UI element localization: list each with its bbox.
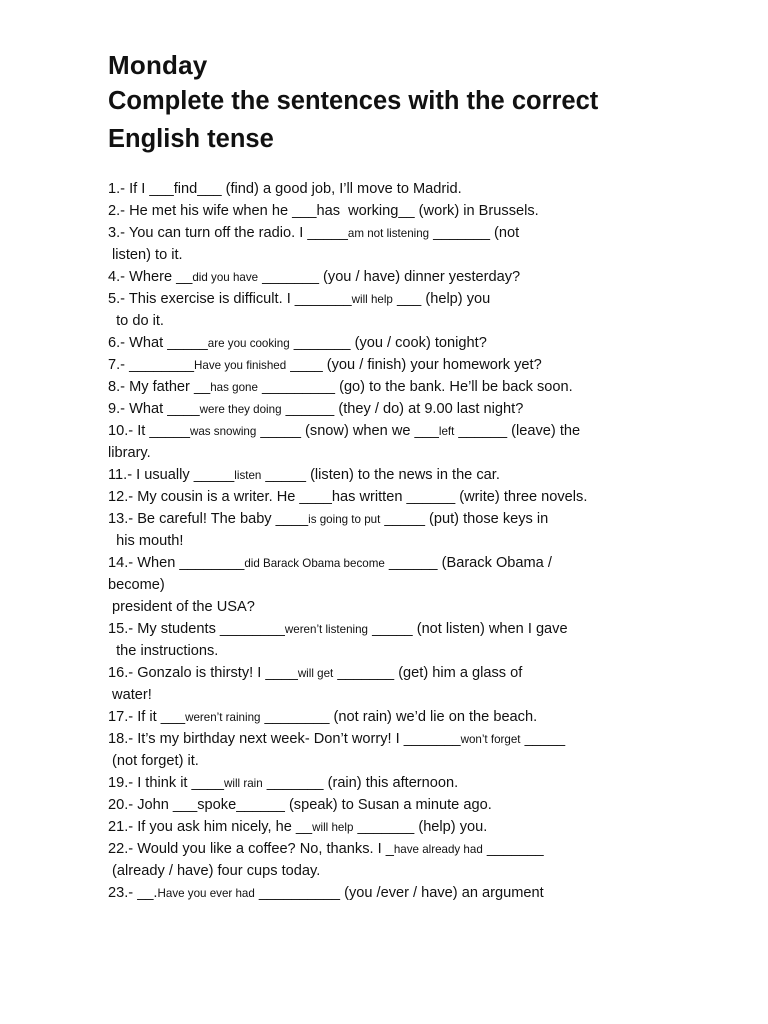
- answer-text: were they doing: [199, 403, 282, 416]
- instructions: [108, 82, 748, 158]
- exercise-line: [108, 442, 748, 464]
- sentence-text: ____ (you / finish) your homework yet?: [286, 357, 542, 373]
- sentence-text: _______ (you / have) dinner yesterday?: [258, 269, 521, 285]
- exercise-line: [108, 222, 748, 244]
- sentence-text: 4.- Where __: [108, 269, 193, 285]
- exercise-line: [108, 200, 748, 222]
- exercise-line: [108, 464, 748, 486]
- exercise-line: [108, 794, 748, 816]
- exercise-line: [108, 486, 748, 508]
- answer-text: will help: [351, 293, 393, 306]
- exercise-line: [108, 662, 748, 684]
- sentence-text: 13.- Be careful! The baby ____: [108, 511, 309, 527]
- sentence-text: (already / have) four cups today.: [108, 863, 321, 879]
- instructions-line-2: English tense: [108, 125, 274, 153]
- answer-text: have already had: [393, 843, 483, 856]
- sentence-text: 12.- My cousin is a writer. He ____has written ______ (write) three novels.: [108, 489, 588, 505]
- sentence-text: _____ (listen) to the news in the car.: [261, 467, 500, 483]
- answer-text: are you cooking: [207, 337, 290, 350]
- answer-text: will rain: [224, 777, 263, 790]
- exercise-list: [108, 178, 748, 904]
- sentence-text: 17.- If it ___: [108, 709, 186, 725]
- answer-text: did you have: [192, 271, 259, 284]
- exercise-line: [108, 706, 748, 728]
- exercise-line: [108, 640, 748, 662]
- answer-text: has gone: [210, 381, 258, 394]
- answer-text: will get: [297, 667, 334, 680]
- sentence-text: _________ (go) to the bank. He’ll be back soon.: [257, 379, 573, 395]
- sentence-text: _______ (get) him a glass of: [333, 665, 523, 681]
- answer-text: will help: [312, 821, 354, 834]
- sentence-text: _______: [482, 841, 544, 857]
- sentence-text: 5.- This exercise is difficult. I _______: [108, 291, 352, 307]
- answer-text: left: [438, 425, 455, 438]
- exercise-line: [108, 376, 748, 398]
- sentence-text: 19.- I think it ____: [108, 775, 225, 791]
- exercise-line: [108, 288, 748, 310]
- exercise-line: [108, 882, 748, 904]
- sentence-text: president of the USA?: [108, 599, 255, 615]
- sentence-text: 9.- What ____: [108, 401, 200, 417]
- answer-text: am not listening: [347, 227, 430, 240]
- sentence-text: 10.- It _____: [108, 423, 190, 439]
- sentence-text: his mouth!: [108, 533, 184, 549]
- sentence-text: ___ (help) you: [392, 291, 491, 307]
- sentence-text: 6.- What _____: [108, 335, 208, 351]
- exercise-line: [108, 860, 748, 882]
- exercise-line: [108, 552, 748, 574]
- sentence-text: 16.- Gonzalo is thirsty! I ____: [108, 665, 298, 681]
- exercise-line: [108, 816, 748, 838]
- answer-text: did Barack Obama become: [244, 557, 385, 570]
- exercise-line: [108, 332, 748, 354]
- sentence-text: 3.- You can turn off the radio. I _____: [108, 225, 348, 241]
- exercise-line: [108, 420, 748, 442]
- sentence-text: to do it.: [108, 313, 164, 329]
- sentence-text: _______ (not: [429, 225, 520, 241]
- sentence-text: _____ (put) those keys in: [380, 511, 549, 527]
- sentence-text: 18.- It’s my birthday next week- Don’t worry! I _______: [108, 731, 461, 747]
- sentence-text: 22.- Would you like a coffee? No, thanks. I _: [108, 841, 394, 857]
- sentence-text: become): [108, 577, 165, 593]
- exercise-line: [108, 684, 748, 706]
- sentence-text: listen) to it.: [108, 247, 183, 263]
- sentence-text: 20.- John ___spoke______ (speak) to Susan a minute ago.: [108, 797, 492, 813]
- exercise-line: [108, 750, 748, 772]
- sentence-text: the instructions.: [108, 643, 219, 659]
- exercise-line: [108, 266, 748, 288]
- sentence-text: 21.- If you ask him nicely, he __: [108, 819, 313, 835]
- sentence-text: 15.- My students ________: [108, 621, 285, 637]
- answer-text: listen: [234, 469, 262, 482]
- sentence-text: water!: [108, 687, 152, 703]
- sentence-text: 14.- When ________: [108, 555, 245, 571]
- answer-text: won’t forget: [460, 733, 521, 746]
- exercise-line: [108, 772, 748, 794]
- sentence-text: ______ (Barack Obama /: [384, 555, 552, 571]
- sentence-text: _______ (rain) this afternoon.: [262, 775, 459, 791]
- sentence-text: library.: [108, 445, 151, 461]
- exercise-line: [108, 618, 748, 640]
- exercise-line: [108, 178, 748, 200]
- exercise-line: [108, 354, 748, 376]
- answer-text: was snowing: [189, 425, 257, 438]
- exercise-line: [108, 398, 748, 420]
- answer-text: is going to put: [308, 513, 381, 526]
- sentence-text: __________ (you /ever / have) an argument: [254, 885, 544, 901]
- sentence-text: 23.- __.: [108, 885, 158, 901]
- sentence-text: 1.- If I ___find___ (find) a good job, I’ll move to Madrid.: [108, 181, 462, 197]
- sentence-text: 11.- I usually _____: [108, 467, 235, 483]
- exercise-line: [108, 508, 748, 530]
- sentence-text: _____: [520, 731, 566, 747]
- sentence-text: ________ (not rain) we’d lie on the beach.: [260, 709, 538, 725]
- answer-text: Have you ever had: [157, 887, 255, 900]
- sentence-text: 8.- My father __: [108, 379, 211, 395]
- answer-text: weren’t raining: [185, 711, 261, 724]
- sentence-text: _____ (snow) when we ___: [256, 423, 439, 439]
- page-title: Monday: [108, 50, 208, 80]
- instructions-line-1: Complete the sentences with the correct: [108, 87, 599, 115]
- sentence-text: ______ (leave) the: [454, 423, 581, 439]
- exercise-line: [108, 728, 748, 750]
- sentence-text: (not forget) it.: [108, 753, 199, 769]
- answer-text: weren’t listening: [284, 623, 369, 636]
- sentence-text: 7.- ________: [108, 357, 195, 373]
- worksheet-page: [108, 48, 748, 904]
- sentence-text: 2.- He met his wife when he ___has working__ (work) in Brussels.: [108, 203, 539, 219]
- exercise-line: [108, 838, 748, 860]
- sentence-text: _______ (you / cook) tonight?: [289, 335, 487, 351]
- exercise-line: [108, 574, 748, 596]
- sentence-text: ______ (they / do) at 9.00 last night?: [281, 401, 524, 417]
- exercise-line: [108, 596, 748, 618]
- exercise-line: [108, 310, 748, 332]
- sentence-text: _______ (help) you.: [353, 819, 488, 835]
- sentence-text: _____ (not listen) when I gave: [368, 621, 568, 637]
- answer-text: Have you finished: [194, 359, 287, 372]
- exercise-line: [108, 244, 748, 266]
- exercise-line: [108, 530, 748, 552]
